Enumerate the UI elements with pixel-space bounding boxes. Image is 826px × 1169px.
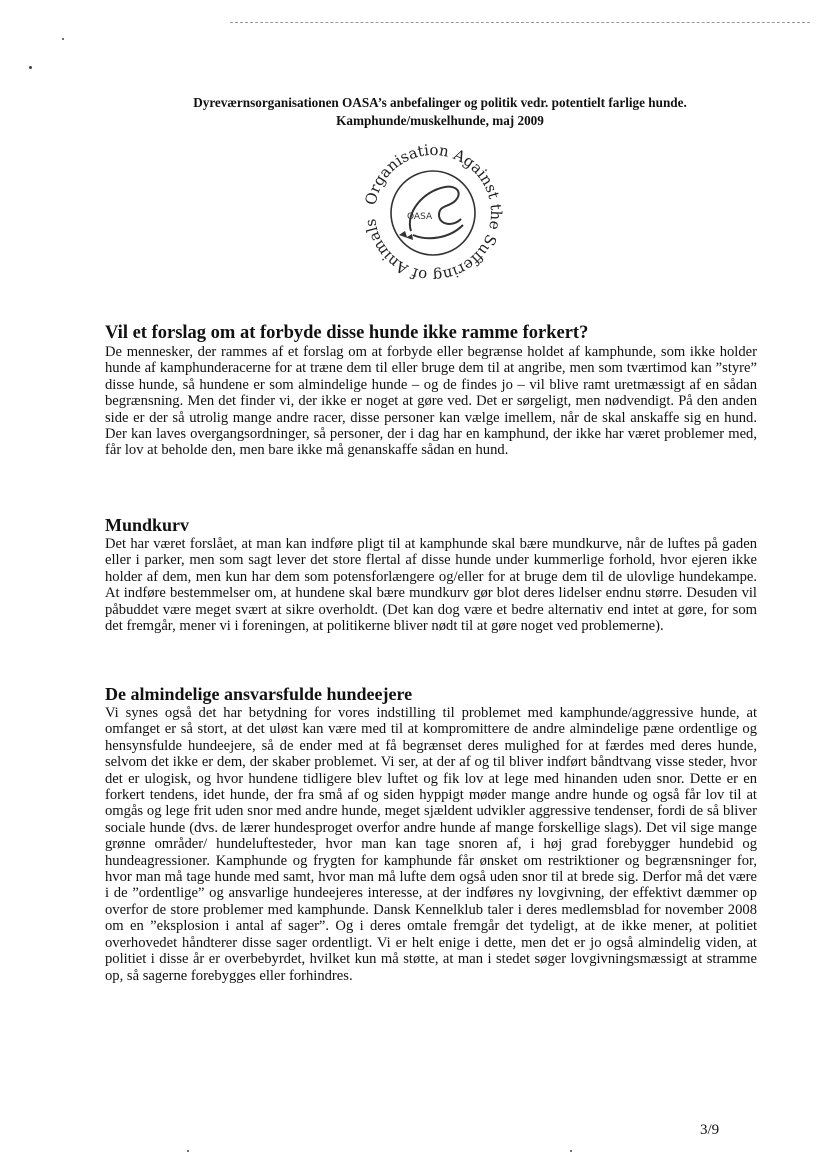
scan-speck bbox=[570, 1150, 572, 1152]
scan-speck bbox=[62, 38, 64, 40]
section-body: Vi synes også det har betydning for vores indstilling til problemet med kamphunde/aggressive hunde, at omfanget er så stort, at det uløst kan være med til at kompromittere de andre almindelige pæne ordentlige og hensynsfulde hundeejere, så de ender med at få begrænset deres mulighed for at færdes med deres hunde, selvom det ikke er dem, der skaber problemet. Vi ser, at der af og til bliver indført båndtvang visse steder, hvor det er ulogisk, og hvor hundene tidligere blev luftet og fik lov at lege med hinanden uden snor. Dette er en forkert tendens, idet hunde, der fra små af og siden hyppigt møder mange andre hunde og også får lov til at omgås og lege frit uden snor med andre hunde, meget sjældent udvikler aggressive tendenser, fordi de så bliver sociale hunde (dvs. de lærer hundesproget overfor andre hunde af mange forskellige slags). Det vil sige mange grønne områder/ hundeluftesteder, hvor man kan tage snoren af, i høj grad forebygger hundebid og hundeagressioner. Kamphunde og frygten for kamphunde får ønsket om restriktioner og begrænsninger for, hvor man må tage hunde med samt, hvor man må lufte dem også uden snor til at brede sig. Derfor må det være i de ”ordentlige” og ansvarlige hundeejeres interesse, at der indføres ny lovgivning, der effektivt dæmmer op overfor de store problemer med kamphunde. Dansk Kennelklub taler i deres medlemsblad for november 2008 om en ”eksplosion i antal af sager”. Og i deres omtale fremgår det tydeligt, at de ikke mener, at politiet overhovedet håndterer disse sager ordentligt. Vi er helt enige i dette, men det er jo også almindelig viden, at politiet i disse år er overbebyrdet, hvilket kun må støtte, at man i stedet søger lovgivningsmæssigt at stramme op, så sagerne forebygges eller forhindres. bbox=[105, 705, 757, 984]
header-title: Dyreværnsorganisationen OASA’s anbefalinger og politik vedr. potentielt farlige hunde. bbox=[193, 95, 687, 110]
section-responsible-owners bbox=[105, 683, 757, 984]
section-body: Det har været forslået, at man kan indføre pligt til at kamphunde skal bære mundkurve, når de luftes på gaden eller i parker, men som sagt lever det store flertal af disse hunde under kummerlige forhold, hvor ejeren ikke holder af dem, men kun har dem som potensforlængere og/eller for at bruge dem til de ulovlige hundekampe. At indføre bestemmelser om, at hundene skal bære mundkurv gør blot deres lidelser endnu større. Desuden vil påbuddet være meget svært at sikre overholdt. (Det kan dog være et bedre alternativ end intet at gøre, for som det fremgår, mener vi i foreningen, at politikerne bliver nødt til at gøre noget ved problemerne). bbox=[105, 536, 757, 635]
logo-animal-mark bbox=[399, 231, 413, 240]
logo-hand-stroke bbox=[410, 187, 461, 231]
section-heading: De almindelige ansvarsfulde hundeejere bbox=[105, 684, 413, 704]
scan-artifact-line bbox=[230, 22, 810, 23]
section-muzzle bbox=[105, 514, 757, 634]
section-heading: Mundkurv bbox=[105, 515, 190, 535]
section-heading: Vil et forslag om at forbyde disse hunde ikke ramme forkert? bbox=[105, 323, 589, 343]
section-forbid-proposal bbox=[105, 322, 757, 459]
scan-speck bbox=[187, 1150, 189, 1152]
page-number: 3/9 bbox=[700, 1122, 720, 1138]
oasa-seal-icon bbox=[353, 143, 513, 283]
logo-ring-text: Organisation Against the Suffering of Animals bbox=[361, 143, 506, 283]
scan-speck bbox=[29, 66, 32, 69]
oasa-seal-graphic bbox=[353, 143, 513, 283]
logo-hand-stroke bbox=[413, 225, 463, 238]
logo-center-text: OASA bbox=[407, 212, 433, 222]
document-header bbox=[100, 94, 780, 130]
header-subtitle: Kamphunde/muskelhunde, maj 2009 bbox=[336, 113, 544, 128]
section-body: De mennesker, der rammes af et forslag om at forbyde eller begrænse holdet af kamphunde, som ikke holder hunde af kamphunderacerne for at træne dem til eller bruge dem til at angribe, men som tværtimod kan ”styre” disse hunde, så hundene er som almindelige hunde – og de findes jo – vil blive ramt uretmæssigt af en sådan begrænsning. Men det finder vi, der ikke er noget at gøre ved. Det er sørgeligt, men nødvendigt. På den anden side er der så utrolig mange andre racer, disse personer kan vælge imellem, når de skal anskaffe sig en hund. Der kan laves overgangsordninger, så personer, der i dag har en kamphund, der ikke har været problemer med, får lov at beholde den, men bare ikke må genanskaffe sådan en hund. bbox=[105, 344, 757, 459]
logo-inner-ring bbox=[391, 171, 475, 255]
